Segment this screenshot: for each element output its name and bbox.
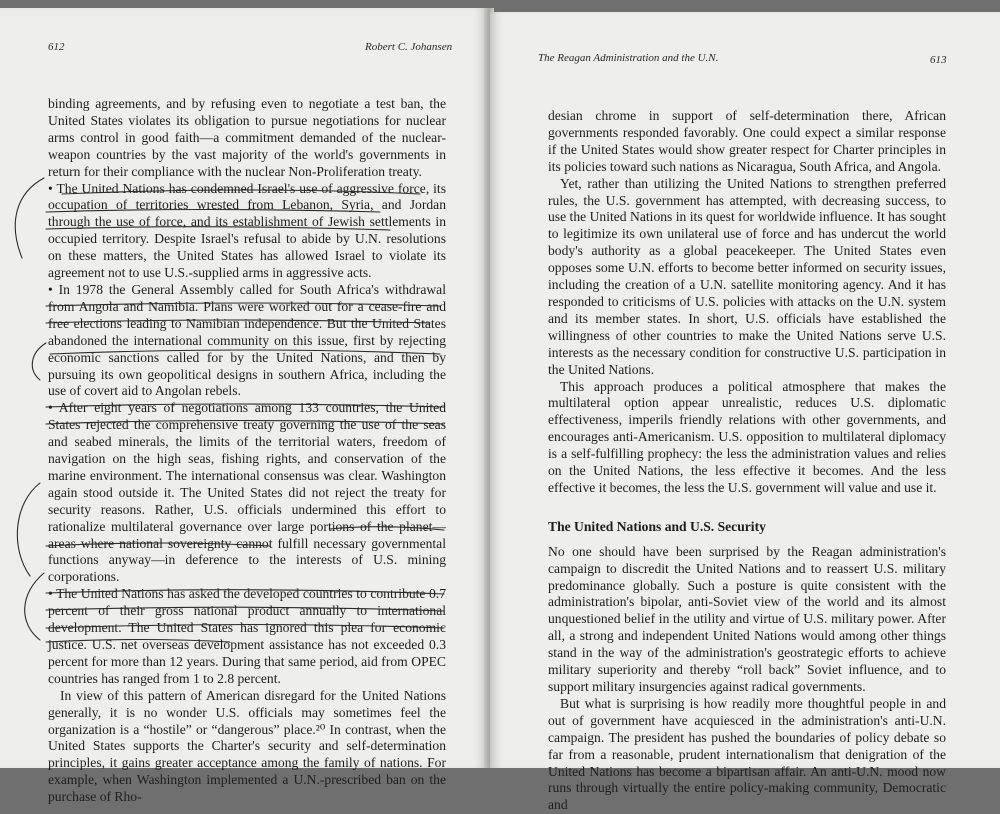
- left-paragraph-1: binding agreements, and by refusing even to negotiate a test ban, the United States violates its obligation to pursue negotiations for nuclear arms control in good faith—a commitment demanded of the nuclear-weapon countries by the vast majority of the world's governments in return for their compliance with the nuclear Non-Proliferation treaty.: [48, 96, 446, 179]
- right-paragraph-2: Yet, rather than utilizing the United Nations to strengthen preferred rules, the U.S. government has attempted, with decreasing success, to use the United Nations in its quest for worldwide influence. It has sought to legitimize its own unilateral use of force and has undercut the world body's authority as a global peacekeeper. The United States even opposes some U.N. efforts to become better informed on security issues, including the creation of a U.N. satellite monitoring agency. And it has responded to criticisms of U.S. policies with attacks on the U.N. system and its member states. In short, U.S. officials have established the willingness of other countries to make the United Nations serve U.S. interests as the necessary condition for constructive U.S. participation in the United Nations.: [548, 175, 946, 377]
- right-page-number: 613: [930, 54, 947, 66]
- right-paragraph-3: This approach produces a political atmosphere that makes the multilateral option appear unrealistic, reduces U.S. diplomatic effectiveness, imperils friendly relations with other governments, and encourages anti-Americanism. U.S. opposition to multilateral diplomacy is a self-fulfilling prophecy: the less the administration values and relies on the United Nations, the less effective it becomes. And the less effective it becomes, the less the U.S. government will value and use it.: [548, 378, 946, 495]
- right-paragraph-1: desian chrome in support of self-determination there, African governments responded favorably. One could expect a similar response if the United States would show greater respect for Charter principles in its policies toward such nations as Nicaragua, South Africa, and Angola.: [548, 108, 946, 174]
- book-spread: [0, 8, 1000, 813]
- right-page: [490, 12, 1000, 813]
- margin-bracket-1: [15, 178, 44, 258]
- margin-bracket-2: [32, 343, 46, 380]
- margin-bracket-3: [17, 483, 40, 576]
- margin-bracket-4: [25, 573, 44, 640]
- right-body: [548, 108, 946, 814]
- right-paragraph-5: But what is surprising is how readily more thoughtful people in and out of government have acquiesced in the administration's anti-U.N. campaign. The president has pushed the boundaries of policy debate so far from a reasonable, prudent internationalism that denigration of the United Nations has become a bipartisan affair. An anti-U.N. mood now runs through virtually the entire policy-making community, Democratic and: [548, 695, 946, 813]
- left-bullet-3: [48, 400, 446, 586]
- bullet-text: In 1978 the General Assembly called for South Africa's withdrawal from Angola and Namibia. Plans were worked out for a cease-fire and free elections leading to Namibian independence. But the United States abandoned the international community on this issue, first by rejecting economic sanctions called for by the United Nations, and then by pursuing its own geopolitical designs in southern Africa, including the use of covert aid to Angolan rebels.: [48, 281, 446, 399]
- section-heading: The United Nations and U.S. Security: [548, 518, 766, 534]
- left-page-number: 612: [48, 41, 65, 53]
- right-running-head: The Reagan Administration and the U.N.: [538, 52, 719, 64]
- left-bullet-4: [48, 586, 446, 687]
- bullet-dot: •: [48, 281, 53, 297]
- bullet-dot: •: [48, 180, 53, 196]
- bullet-text: The United Nations has asked the developed countries to contribute 0.7 percent of their gross national product annually to international development. The United States has ignored this plea for economic justice. U.S. net overseas development assistance has not exceeded 0.3 percent for more than 12 years. During that same period, aid from OPEC countries has ranged from 1 to 2.8 percent.: [48, 586, 447, 686]
- left-body: [48, 96, 446, 806]
- left-bullet-2: [48, 282, 446, 400]
- bullet-text: The United Nations has condemned Israel's use of aggressive force, its occupation of territories wrested from Lebanon, Syria, and Jordan through the use of force, and its establishment of Jewish settlements in occupied territory. Despite Israel's refusal to abide by U.N. resolutions on these matters, the United States has allowed Israel to violate its agreement not to use U.S.-supplied arms in aggressive acts.: [48, 180, 446, 281]
- bullet-dot: •: [48, 400, 53, 416]
- bullet-text: After eight years of negotiations among 133 countries, the United States rejected the comprehensive treaty governing the use of the seas and seabed minerals, the limits of the territorial waters, freedom of navigation on the high seas, fishing rights, and conservation of the marine environment. The international consensus was clear. Washington again stood outside it. The United States did not reject the treaty for security reasons. Rather, U.S. officials undermined this effort to rationalize multilateral governance over large portions of the planet—areas where national sovereignty cannot fulfill necessary governmental functions anyway—in deference to the interests of U.S. mining corporations.: [48, 400, 446, 585]
- right-paragraph-4: No one should have been surprised by the Reagan administration's campaign to discredit the United Nations and to reassert U.S. military predominance globally. Such a posture is quite consistent with the administration's bipolar, anti-Soviet view of the world and its almost unquestioned belief in the utility and virtue of U.S. military power. After all, a strong and independent United Nations would among other things stand in the way of the administration's geostrategic efforts to achieve military superiority and thereby “roll back” Soviet influence, and to support military insurgencies against radical governments.: [548, 543, 946, 694]
- bullet-dot: •: [48, 586, 53, 602]
- left-bullet-1: [48, 181, 446, 282]
- left-paragraph-final: In view of this pattern of American disregard for the United Nations generally, it is no wonder U.S. officials may sometimes feel the organization is a “hostile” or “dangerous” place.²⁰ In contrast, when the United States supports the Charter's security and self-determination principles, it gains greater acceptance among the family of nations. For example, when Washington implemented a U.N.-prescribed ban on the purchase of Rho-: [48, 687, 446, 805]
- left-running-head: Robert C. Johansen: [365, 41, 453, 53]
- left-page: [0, 8, 487, 805]
